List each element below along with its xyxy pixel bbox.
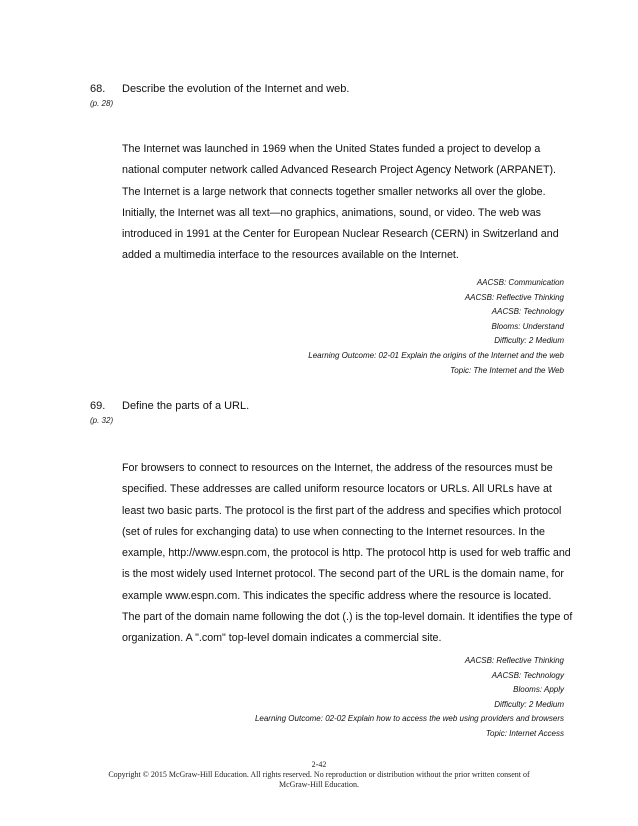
answer-69 — [122, 458, 572, 650]
answer-line: example www.espn.com. This indicates the specific address where the resource is located. — [122, 589, 552, 602]
tag-aacsb: AACSB: Technology — [491, 307, 564, 317]
answer-line: The part of the domain name following the dot (.) is the top-level domain. It identifies the type of — [122, 611, 573, 624]
question-69 — [90, 400, 570, 425]
tag-difficulty: Difficulty: 2 Medium — [494, 699, 564, 709]
answer-line: least two basic parts. The protocol is the first part of the address and specifies which protocol — [122, 504, 562, 517]
answer-line: The Internet is a large network that connects together smaller networks all over the globe. — [122, 185, 546, 198]
question-header — [90, 83, 570, 95]
page-footer — [80, 760, 558, 790]
tags-69 — [255, 654, 564, 742]
answer-line: organization. A ".com" top-level domain indicates a commercial site. — [122, 632, 442, 645]
tag-learning-outcome: Learning Outcome: 02-01 Explain the origins of the Internet and the web — [308, 350, 564, 360]
question-68 — [90, 83, 570, 108]
page-number: 2-42 — [311, 760, 327, 769]
tag-learning-outcome: Learning Outcome: 02-02 Explain how to access the web using providers and browsers — [254, 714, 564, 724]
tag-blooms: Blooms: Apply — [513, 685, 564, 695]
answer-line: Initially, the Internet was all text—no graphics, animations, sound, or video. The web was — [122, 206, 542, 219]
tag-blooms: Blooms: Understand — [491, 321, 564, 331]
answer-line: is the most widely used Internet protocol. The second part of the URL is the domain name, for — [122, 568, 564, 581]
question-header — [90, 400, 570, 412]
tag-aacsb: AACSB: Reflective Thinking — [464, 292, 564, 302]
question-number: 69. — [90, 400, 106, 412]
question-text: Describe the evolution of the Internet and web. — [122, 83, 350, 95]
copyright-notice: Copyright © 2015 McGraw-Hill Education. All rights reserved. No reproduction or distribution without the prior written consent of — [108, 770, 530, 779]
answer-line: example, http://www.espn.com, the protocol is http. The protocol http is used for web traffic and — [122, 547, 571, 560]
question-text: Define the parts of a URL. — [122, 400, 250, 412]
answer-line: added a multimedia interface to the resources available on the Internet. — [122, 249, 459, 262]
answer-line: introduced in 1991 at the Center for European Nuclear Research (CERN) in Switzerland and — [122, 228, 559, 241]
answer-line: The Internet was launched in 1969 when the United States funded a project to develop a — [122, 143, 541, 155]
answer-line: national computer network called Advanced Research Project Agency Network (ARPANET). — [122, 164, 557, 177]
tag-aacsb: AACSB: Technology — [491, 670, 564, 680]
tag-difficulty: Difficulty: 2 Medium — [494, 336, 564, 346]
answer-line: specified. These addresses are called uniform resource locators or URLs. All URLs have at — [122, 483, 552, 496]
page-reference: (p. 28) — [90, 99, 114, 108]
tag-aacsb: AACSB: Reflective Thinking — [464, 656, 564, 665]
tag-topic: Topic: Internet Access — [485, 728, 564, 738]
tag-topic: Topic: The Internet and the Web — [450, 365, 564, 375]
answer-68 — [122, 139, 572, 267]
answer-line: (set of rules for exchanging data) to use when connecting to the Internet resources. In the — [122, 525, 546, 538]
tag-aacsb: AACSB: Communication — [476, 278, 564, 287]
tags-68 — [308, 276, 564, 378]
answer-line: For browsers to connect to resources on the Internet, the address of the resources must be — [122, 462, 553, 474]
question-number: 68. — [90, 83, 106, 95]
copyright-notice-cont: McGraw-Hill Education. — [279, 780, 359, 789]
page-reference: (p. 32) — [90, 416, 114, 425]
